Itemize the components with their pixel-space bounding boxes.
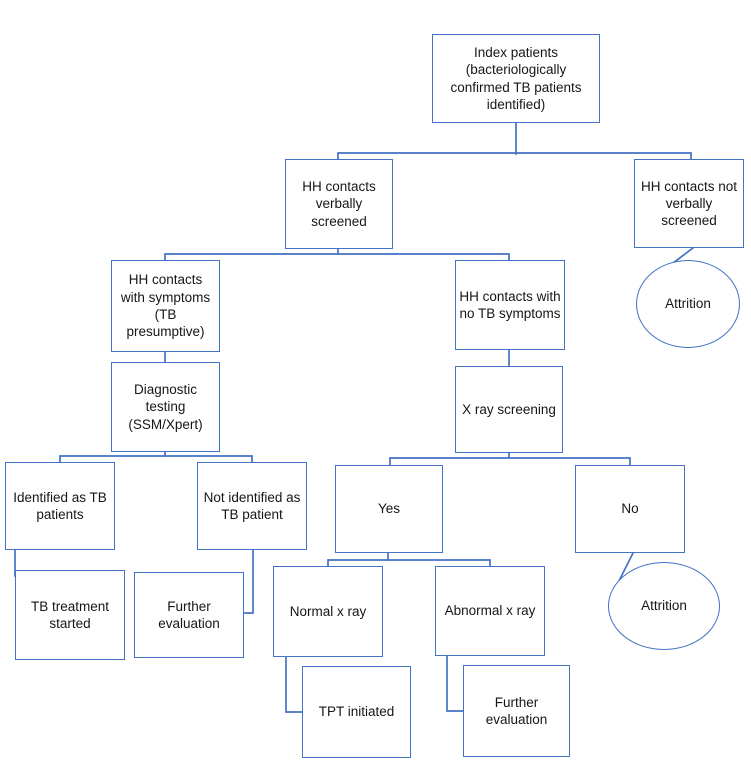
connector-notidentified-furthereval [245, 550, 253, 613]
node-normal-x-ray: Normal x ray [273, 566, 383, 657]
node-diagnostic-testing: Diagnostic testing (SSM/Xpert) [111, 362, 220, 452]
node-attrition-lower: Attrition [608, 562, 720, 650]
node-yes: Yes [335, 465, 443, 553]
node-x-ray-screening: X ray screening [455, 366, 563, 453]
connector-abnormal-furthereval [447, 656, 464, 711]
node-hh-contacts-no-tb-symptoms: HH contacts with no TB symptoms [455, 260, 565, 350]
node-attrition-upper: Attrition [636, 260, 740, 348]
node-no: No [575, 465, 685, 553]
node-hh-contacts-not-verbally-screened: HH contacts not verbally screened [634, 159, 744, 248]
node-further-evaluation-left: Further evaluation [134, 572, 244, 658]
node-not-identified-as-tb-patient: Not identified as TB patient [197, 462, 307, 550]
connector-normal-tpt [286, 657, 303, 712]
node-tb-treatment-started: TB treatment started [15, 570, 125, 660]
node-index-patients: Index patients (bacteriologically confirmed TB patients identified) [432, 34, 600, 123]
node-hh-contacts-with-symptoms: HH contacts with symptoms (TB presumptive) [111, 260, 220, 352]
node-further-evaluation-right: Further evaluation [463, 665, 570, 757]
node-tpt-initiated: TPT initiated [302, 666, 411, 758]
node-abnormal-x-ray: Abnormal x ray [435, 566, 545, 656]
node-hh-contacts-verbally-screened: HH contacts verbally screened [285, 159, 393, 249]
node-identified-as-tb-patients: Identified as TB patients [5, 462, 115, 550]
